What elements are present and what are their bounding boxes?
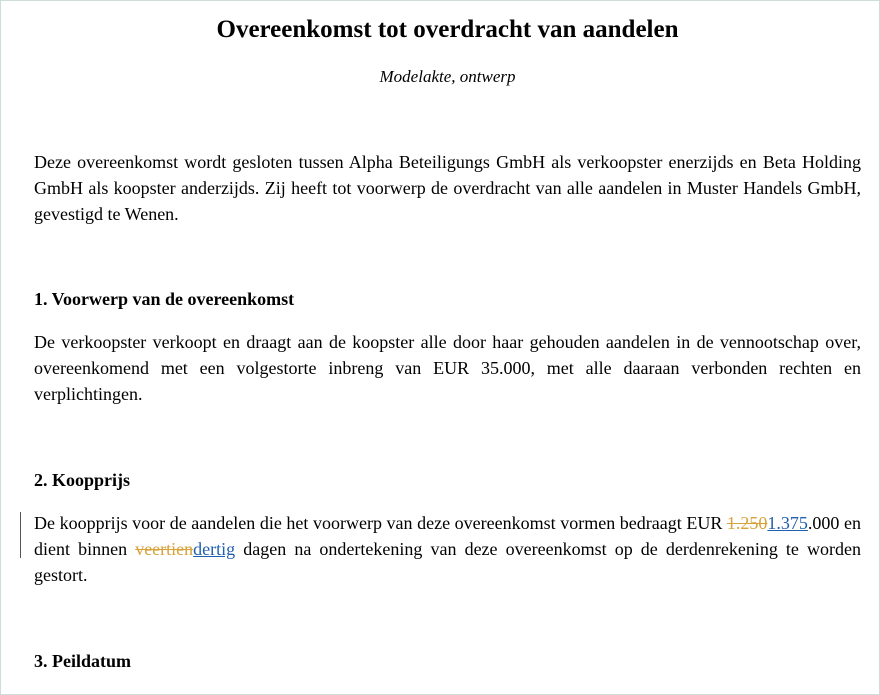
- body-text: dagen na ondertekening van deze overeenkomst op de derdenrekening te worden gestort.: [34, 539, 862, 585]
- section-heading-1: 1. Voorwerp van de overeenkomst: [34, 289, 295, 309]
- change-bar: [20, 512, 21, 558]
- tracked-insertion[interactable]: 1.375: [767, 513, 808, 533]
- section-body-2: [34, 510, 861, 588]
- body-text: .000 en dient binnen: [34, 513, 861, 559]
- tracked-deletion[interactable]: 1.250: [726, 513, 768, 533]
- section-heading-2: 2. Koopprijs: [34, 470, 131, 490]
- tracked-insertion[interactable]: dertig: [193, 539, 236, 559]
- section-heading-3: 3. Peildatum: [34, 651, 131, 671]
- document-subtitle: Modelakte, ontwerp: [379, 67, 516, 86]
- document-title: Overeenkomst tot overdracht van aandelen: [216, 16, 679, 43]
- intro-paragraph: Deze overeenkomst wordt gesloten tussen Alpha Beteiligungs GmbH als verkoopster enerzijds en Beta Holding GmbH als koopster anderzijds. Zij heeft tot voorwerp de overdracht van alle aandelen in Muster Handels GmbH, gevestigd te Wenen.: [34, 152, 861, 224]
- tracked-deletion[interactable]: veertien: [135, 539, 194, 559]
- section-body-1: De verkoopster verkoopt en draagt aan de koopster alle door haar gehouden aandelen in de vennootschap over, overeenkomend met een volgestorte inbreng van EUR 35.000, met alle daaraan verbonden rechten en verplichtingen.: [34, 332, 861, 404]
- body-text: De koopprijs voor de aandelen die het voorwerp van deze overeenkomst vormen bedraagt EUR: [34, 513, 727, 533]
